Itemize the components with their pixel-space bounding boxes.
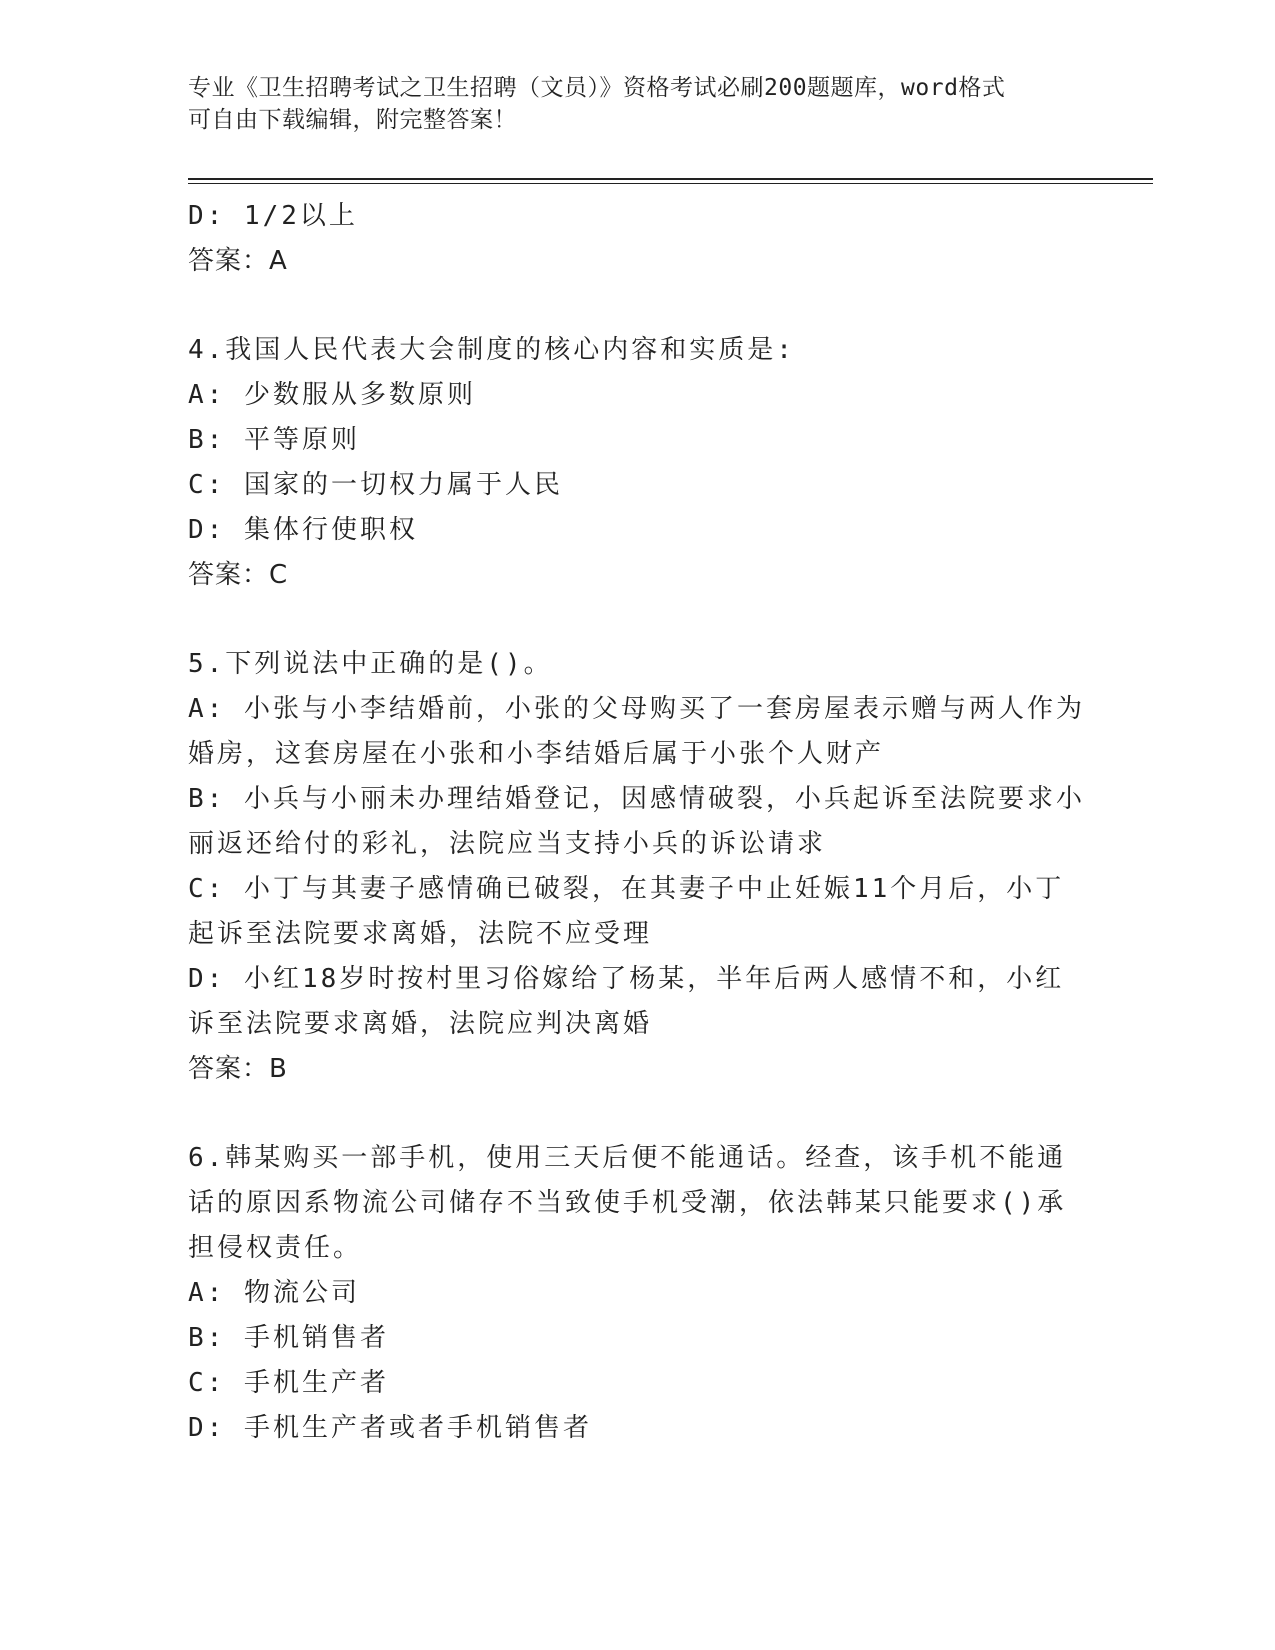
question-block	[188, 328, 1088, 598]
header-divider-thick	[188, 178, 1153, 180]
question-line: 5.下列说法中正确的是()。	[188, 649, 553, 679]
block-spacer	[188, 598, 1088, 642]
question-line: 诉至法院要求离婚，法院应判决离婚	[188, 1009, 653, 1039]
question-block	[188, 194, 1088, 284]
page-header	[188, 72, 1068, 136]
answer-line: 答案：A	[188, 246, 288, 276]
question-line: 丽返还给付的彩礼，法院应当支持小兵的诉讼请求	[188, 829, 827, 859]
header-divider-thin	[188, 183, 1153, 184]
question-line: D: 手机生产者或者手机销售者	[188, 1413, 592, 1443]
question-line: D: 集体行使职权	[188, 515, 418, 545]
question-line: D: 1/2以上	[188, 201, 358, 231]
question-line: A: 物流公司	[188, 1278, 360, 1308]
question-block	[188, 1136, 1088, 1451]
block-spacer	[188, 284, 1088, 328]
block-spacer	[188, 1092, 1088, 1136]
question-line: 婚房，这套房屋在小张和小李结婚后属于小张个人财产	[188, 739, 885, 769]
question-line: 4.我国人民代表大会制度的核心内容和实质是:	[188, 335, 795, 365]
question-line: 起诉至法院要求离婚，法院不应受理	[188, 919, 653, 949]
question-line: A: 少数服从多数原则	[188, 380, 476, 410]
answer-line: 答案：C	[188, 560, 289, 590]
question-line: D: 小红18岁时按村里习俗嫁给了杨某，半年后两人感情不和，小红	[188, 964, 1065, 994]
question-line: A: 小张与小李结婚前，小张的父母购买了一套房屋表示赠与两人作为	[188, 694, 1085, 724]
answer-line: 答案：B	[188, 1054, 288, 1084]
document-body	[188, 194, 1088, 1451]
header-title-line-2: 可自由下载编辑，附完整答案！	[188, 107, 517, 133]
question-line: B: 手机销售者	[188, 1323, 389, 1353]
question-block	[188, 642, 1088, 1092]
question-line: 6.韩某购买一部手机，使用三天后便不能通话。经查，该手机不能通	[188, 1143, 1067, 1173]
question-line: C: 手机生产者	[188, 1368, 389, 1398]
question-line: B: 小兵与小丽未办理结婚登记，因感情破裂，小兵起诉至法院要求小	[188, 784, 1085, 814]
question-line: B: 平等原则	[188, 425, 360, 455]
header-title-line-1: 专业《卫生招聘考试之卫生招聘（文员）》资格考试必刷200题题库，word格式	[188, 75, 1006, 101]
question-line: 话的原因系物流公司储存不当致使手机受潮，依法韩某只能要求()承	[188, 1188, 1067, 1218]
question-line: 担侵权责任。	[188, 1233, 363, 1263]
question-line: C: 国家的一切权力属于人民	[188, 470, 563, 500]
question-line: C: 小丁与其妻子感情确已破裂，在其妻子中止妊娠11个月后，小丁	[188, 874, 1065, 904]
